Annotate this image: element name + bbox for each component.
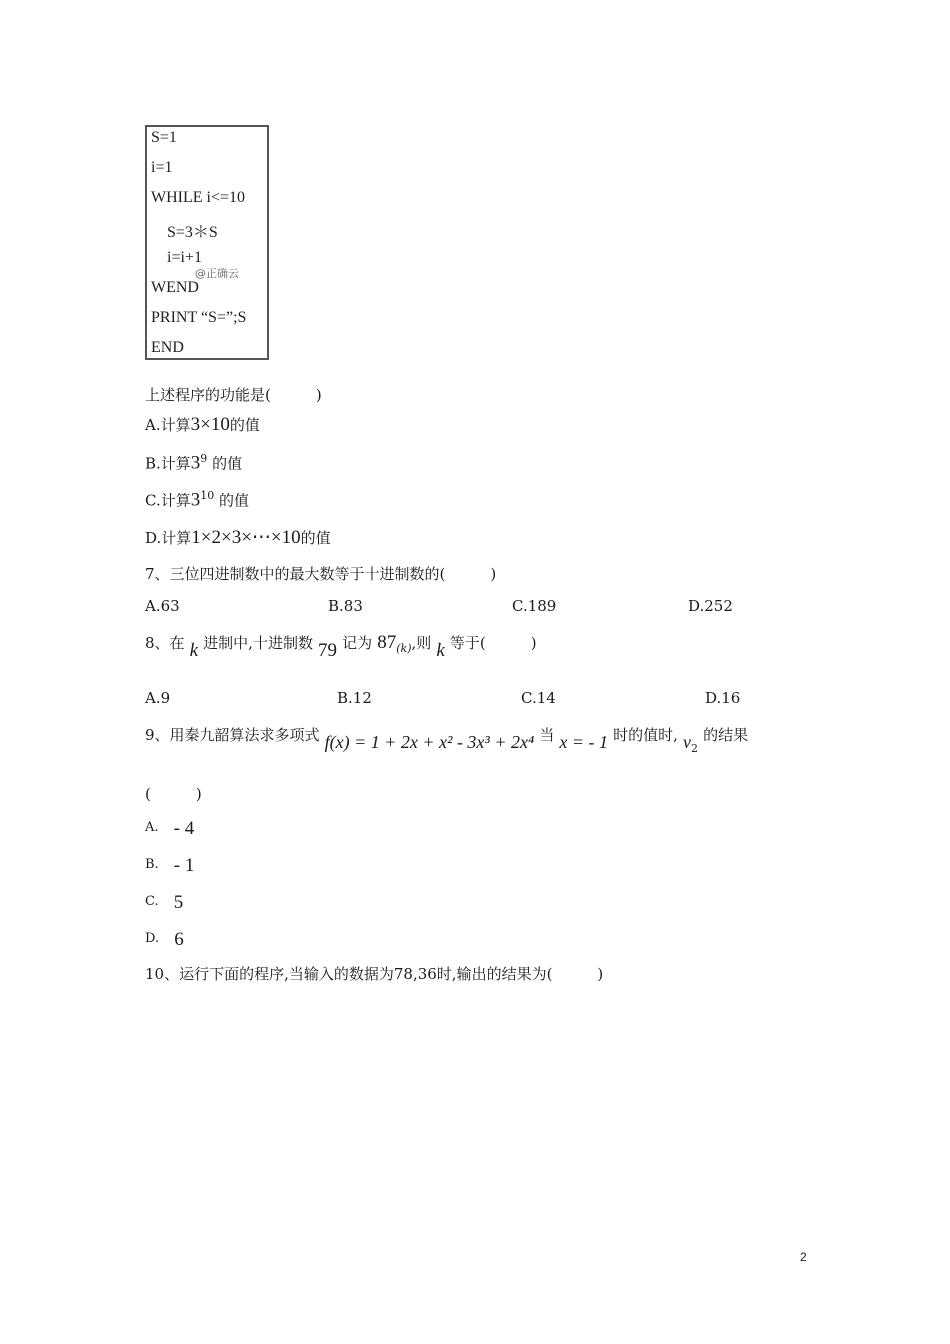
q6-b-label: B.计算 (145, 454, 191, 473)
q9-p4: 的结果 (703, 726, 749, 744)
q6-b-base: 3 (190, 452, 201, 474)
code-line-2: i=1 (151, 159, 173, 176)
q9-d-label: D. (145, 931, 160, 946)
q8-p1: 8、在 (145, 634, 185, 652)
q10-stem: 10、运行下面的程序,当输入的数据为78,36时,输出的结果为( ) (145, 965, 604, 983)
q8-option-a: A.9 (145, 689, 171, 707)
q9-p3: 时的值时, (613, 726, 678, 744)
q6-option-a (145, 414, 260, 436)
q9-polynomial: f(x) = 1 + 2x + x² - 3x³ + 2x⁴ (324, 732, 535, 752)
q6-c-exp: 10 (200, 489, 215, 502)
q6-c-base: 3 (190, 489, 201, 511)
q8-k: k (189, 640, 199, 661)
q8-stem (145, 632, 537, 661)
q9-c-label: C. (145, 894, 159, 909)
q6-d-suffix: 的值 (300, 529, 331, 547)
q7-option-a: A.63 (145, 597, 180, 615)
q9-a-label: A. (145, 820, 159, 835)
q6-a-label: A.计算 (145, 416, 191, 434)
q9-c-value: 5 (173, 892, 184, 913)
q9-b-label: B. (145, 857, 159, 872)
q6-b-exp: 9 (200, 452, 208, 465)
q6-d-math: 1×2×3×⋯×10 (191, 527, 301, 548)
q6-option-d (145, 526, 331, 549)
q8-79: 79 (318, 640, 338, 661)
q9-stem (145, 724, 749, 756)
q9-option-d (145, 926, 184, 948)
q9-condition: x = - 1 (559, 732, 609, 752)
q6-option-c (145, 489, 249, 511)
q9-v: v (683, 732, 692, 752)
q8-p3: 记为 (342, 634, 373, 652)
q6-option-b (145, 452, 242, 474)
q8-subscript: (k) (396, 642, 412, 656)
q9-option-a (145, 815, 194, 837)
q9-d-value: 6 (174, 929, 184, 950)
q9-paren: ( ) (145, 785, 202, 803)
q9-p1: 9、用秦九韶算法求多项式 (145, 726, 320, 744)
q8-p4: ,则 (411, 634, 432, 652)
page-number: 2 (800, 1250, 807, 1264)
q6-a-suffix: 的值 (229, 416, 260, 434)
q8-option-b: B.12 (337, 689, 372, 707)
q7-stem: 7、三位四进制数中的最大数等于十进制数的( ) (145, 565, 497, 583)
q8-k2: k (436, 640, 445, 661)
code-line-5: i=i+1 (167, 249, 202, 266)
q7-option-b: B.83 (328, 597, 363, 615)
q7-option-c: C.189 (512, 597, 557, 615)
q7-option-d: D.252 (688, 597, 733, 615)
code-line-6: WEND (151, 279, 199, 296)
q9-option-c (145, 889, 183, 911)
code-line-8: END (151, 339, 184, 356)
q9-a-value: - 4 (173, 818, 195, 839)
q6-stem: 上述程序的功能是( ) (145, 386, 322, 404)
code-line-3: WHILE i<=10 (151, 189, 246, 206)
q9-b-value: - 1 (173, 855, 195, 876)
q6-b-suffix: 的值 (207, 454, 243, 473)
code-line-4: S=3＊S (167, 224, 218, 241)
q9-v-subscript: 2 (691, 742, 699, 756)
q9-p2: 当 (539, 726, 555, 744)
q8-p2: 进制中,十进制数 (203, 634, 313, 652)
q6-c-suffix: 的值 (214, 491, 249, 510)
q9-option-b (145, 852, 194, 874)
program-code-box (145, 125, 269, 360)
watermark: @正确云 (195, 267, 239, 280)
q6-a-math: 3×10 (190, 414, 230, 435)
q8-87: 87 (377, 632, 397, 653)
code-line-7: PRINT “S=”;S (151, 309, 247, 326)
q8-option-c: C.14 (521, 689, 556, 707)
code-line-1: S=1 (151, 129, 177, 146)
q8-option-d: D.16 (705, 689, 741, 707)
q6-d-label: D.计算 (145, 529, 192, 547)
q6-c-label: C.计算 (145, 491, 191, 510)
q8-p5: 等于( ) (449, 634, 537, 652)
